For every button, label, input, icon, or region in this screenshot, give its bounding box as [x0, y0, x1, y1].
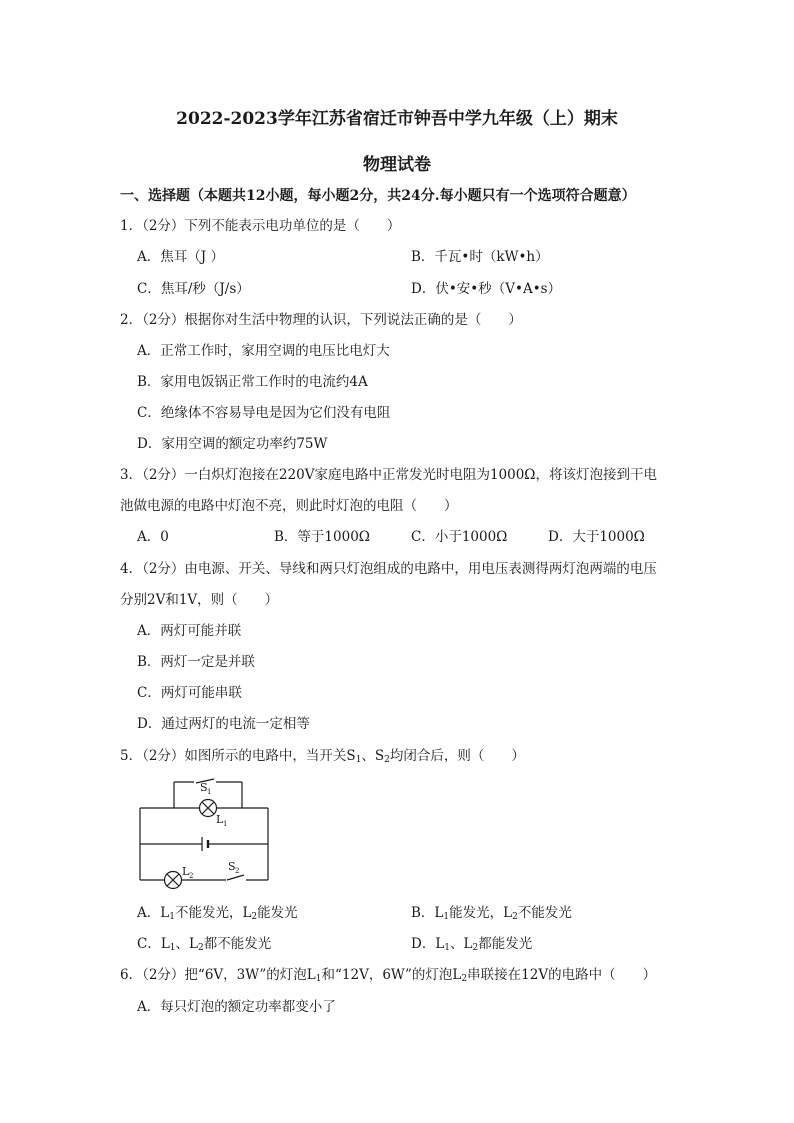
- question-4-option-c: C．两灯可能串联: [137, 685, 242, 701]
- svg-text:1: 1: [207, 788, 212, 796]
- question-5-option-c: C．$L_1$、$L_2$都不能发光: [137, 936, 272, 953]
- question-4-option-a: A．两灯可能并联: [137, 623, 242, 639]
- question-2-option-d: D．家用空调的额定功率约75W: [137, 436, 328, 452]
- question-4-option-b: B．两灯一定是并联: [137, 654, 255, 670]
- question-2-option-c: C．绝缘体不容易导电是因为它们没有电阻: [137, 405, 391, 421]
- svg-text:L: L: [216, 813, 224, 826]
- question-5-option-a: A．$L_1$不能发光，$L_2$能发光: [137, 905, 298, 922]
- question-6-stem: 6．（2分）把“6V，3W”的灯泡$L_1$和“12V，6W”的灯泡$L_2$串联接在12V的电路中（ ）: [120, 967, 657, 984]
- question-5-option-d: D．$L_1$、$L_2$都能发光: [411, 936, 533, 953]
- question-4-option-d: D．通过两灯的电流一定相等: [137, 716, 310, 732]
- question-5-stem: 5．（2分）如图所示的电路中，当开关$S_1$、$S_2$均闭合后，则（ ）: [120, 748, 525, 765]
- question-3-stem-line1: 3．（2分）一白炽灯泡接在220V家庭电路中正常发光时电阻为1000Ω，将该灯泡接到干电: [120, 467, 657, 483]
- question-1-option-c: C．焦耳/秒（J/s）: [137, 281, 250, 297]
- question-2-option-a: A．正常工作时，家用空调的电压比电灯大: [137, 343, 390, 359]
- question-3-option-b: B．等于1000Ω: [274, 529, 370, 545]
- question-1-stem: 1．（2分）下列不能表示电功单位的是（ ）: [120, 218, 401, 234]
- svg-text:2: 2: [235, 867, 240, 875]
- circuit-diagram: [138, 776, 273, 890]
- question-6-option-a: A．每只灯泡的额定功率都变小了: [137, 999, 336, 1015]
- question-1-option-d: D．伏•安•秒（V•A•s）: [411, 281, 562, 297]
- section-heading: 一、选择题（本题共12小题，每小题2分，共24分.每小题只有一个选项符合题意）: [120, 188, 636, 204]
- question-3-option-c: C．小于1000Ω: [411, 529, 508, 545]
- question-3-option-d: D．大于1000Ω: [548, 529, 645, 545]
- question-5-option-b: B．$L_1$能发光，$L_2$不能发光: [411, 905, 572, 922]
- svg-text:S: S: [200, 781, 208, 794]
- question-2-stem: 2．（2分）根据你对生活中物理的认识，下列说法正确的是（ ）: [120, 312, 522, 328]
- question-1-option-b: B．千瓦•时（kW•h）: [411, 249, 549, 265]
- exam-subject: 物理试卷: [363, 155, 431, 175]
- svg-text:2: 2: [189, 872, 194, 880]
- question-4-stem-line2: 分别2V和1V，则（ ）: [120, 592, 279, 608]
- svg-text:1: 1: [223, 820, 228, 828]
- question-3-option-a: A．0: [137, 529, 169, 545]
- question-4-stem-line1: 4．（2分）由电源、开关、导线和两只灯泡组成的电路中，用电压表测得两灯泡两端的电压: [120, 561, 657, 577]
- exam-title: 2022-2023学年江苏省宿迁市钟吾中学九年级（上）期末: [176, 109, 618, 129]
- svg-text:L: L: [182, 865, 190, 878]
- question-2-option-b: B．家用电饭锅正常工作时的电流约4A: [137, 374, 368, 390]
- question-3-stem-line2: 池做电源的电路中灯泡不亮，则此时灯泡的电阻（ ）: [120, 498, 458, 514]
- question-1-option-a: A．焦耳（J ）: [137, 249, 224, 265]
- svg-text:S: S: [228, 860, 236, 873]
